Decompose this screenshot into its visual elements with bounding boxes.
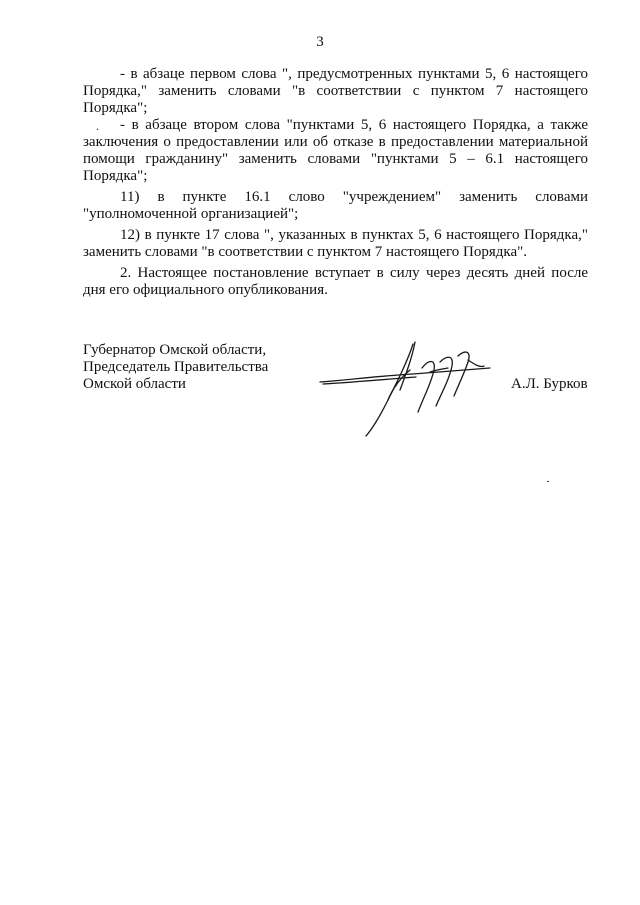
- position-line-2: Председатель Правительства: [83, 359, 269, 375]
- signatory-position: [83, 342, 268, 393]
- document-body: [83, 66, 588, 299]
- paragraph-second-abzac: - в абзаце втором слова "пунктами 5, 6 настоящего Порядка, а также заключения о предоставлении или об отказе в предоставлении материальной помощи гражданину" заменить словами "пунктами 5 – 6.1 настоящего Порядка";: [83, 117, 588, 184]
- stray-dot-mark: .: [96, 119, 99, 133]
- position-line-3: Омской области: [83, 376, 186, 392]
- stray-speck: [547, 481, 549, 482]
- paragraph-effective-date: 2. Настоящее постановление вступает в силу через десять дней после дня его официального опубликования.: [83, 265, 588, 298]
- position-line-1: Губернатор Омской области,: [83, 342, 267, 358]
- page-number: 3: [316, 34, 324, 50]
- handwritten-signature: [318, 330, 498, 440]
- signer-name: А.Л. Бурков: [511, 376, 588, 392]
- paragraph-item-12: 12) в пункте 17 слова ", указанных в пунктах 5, 6 настоящего Порядка," заменить словами "в соответствии с пунктом 7 настоящего Порядка".: [83, 227, 588, 260]
- paragraph-item-11: 11) в пункте 16.1 слово "учреждением" заменить словами "уполномоченной организацией";: [83, 189, 588, 222]
- paragraph-first-abzac: - в абзаце первом слова ", предусмотренных пунктами 5, 6 настоящего Порядка," заменить словами "в соответствии с пунктом 7 настоящего Порядка";: [83, 66, 588, 116]
